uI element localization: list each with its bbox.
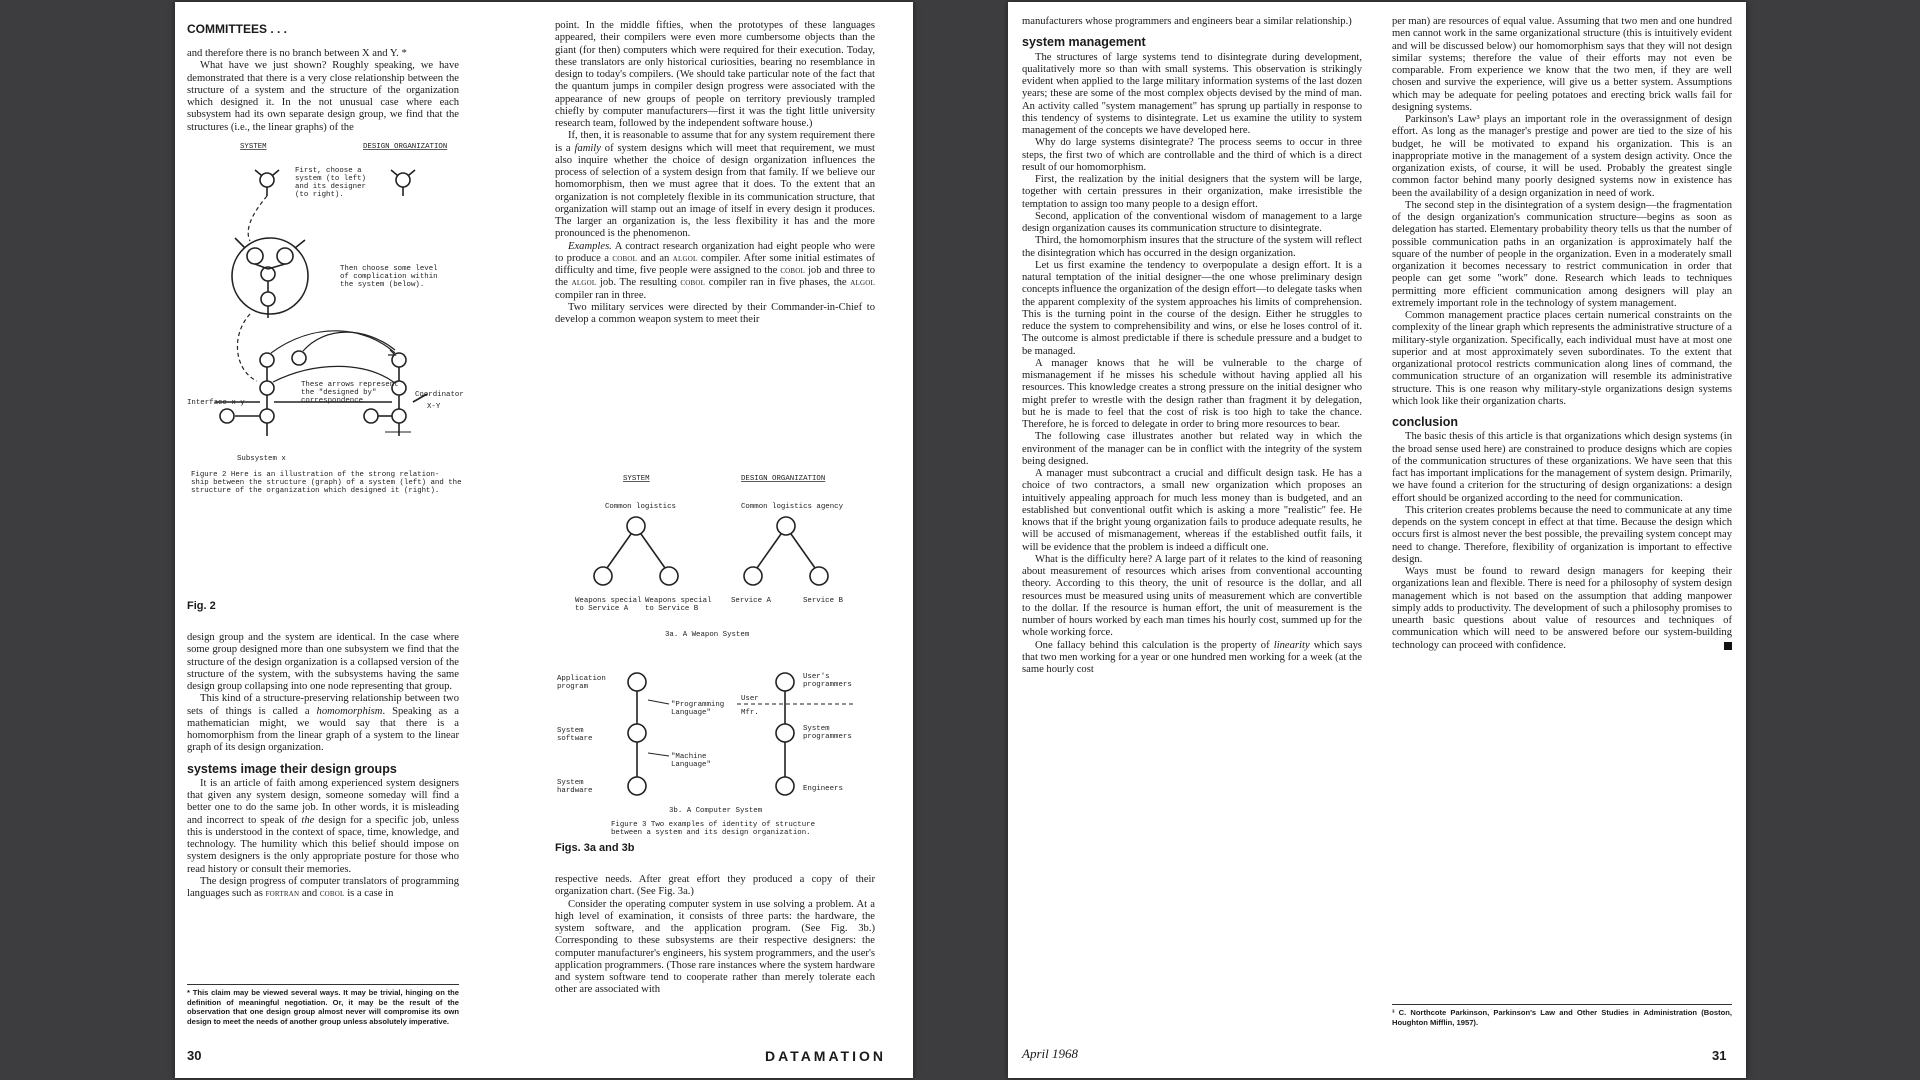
- paragraph: One fallacy behind this calculation is the property of linearity which says that two men working for a year or one hundred men working for a week (at the same hourly cost: [1022, 639, 1362, 675]
- paragraph: Third, the homomorphism insures that the structure of the system will reflect the disintegration which has occurred in the design organization.: [1022, 235, 1362, 259]
- paragraph: Ways must be found to reward design managers for keeping their organizations lean and flexible. There is need for a philosophy of system design management which is not based on the assumption that adding manpower simply adds to productivity. The development of such a philosophy promises to unearth basic questions about value of resources and techniques of communication which will need to be answered before our system-building technology can proceed with confidence.: [1392, 566, 1732, 651]
- paragraph: Parkinson's Law³ plays an important role in the overassignment of design effort. As long as the manager's prestige and power are tied to the size of his budget, he will be motivated to expand his organization. This is an inappropriate motive in the management of a system design activity. Once the organization exists, of course, it will be used. Probably the greatest single common factor behind many poorly designed systems now in existence has been the availability of a design organization in need of work.: [1392, 114, 1732, 199]
- fig3a-common-logistics: Common logistics: [605, 503, 676, 511]
- fig3b-user-programmers: User's programmers: [803, 673, 852, 689]
- fig2-note-3: These arrows represent the "designed by" correspondence: [301, 381, 399, 405]
- fig3b-machine-language: "Machine Language": [671, 753, 711, 769]
- fig3b-engineers: Engineers: [803, 785, 843, 793]
- page-number: 30: [187, 1048, 202, 1063]
- fig3a-service-b: Service B: [803, 597, 843, 605]
- paragraph: Common management practice places certain numerical constraints on the complexity of the linear graph which represents the administrative structure of a military-style organization. Specifically, each individual must have at most one superior and at most approximately seven subordinates. To the extent that organizational protocol restricts communication along lines of command, the communication structure of an organization will resemble its administrative structure. This is one reason why military-style organizations design systems which look like their organization charts.: [1392, 310, 1732, 407]
- fig3a-weapons-b: Weapons special to Service B: [645, 597, 712, 613]
- paragraph: The design progress of computer translators of programming languages such as fortran and cobol is a case in: [187, 875, 459, 899]
- paragraph: Why do large systems disintegrate? The process seems to occur in three steps, the first two of which are controllable and the third of which is a direct result of our homomorphism.: [1022, 137, 1362, 173]
- fig3b-user-label: User: [741, 695, 759, 703]
- paragraph: Two military services were directed by their Commander-in-Chief to develop a common weapon system to meet their: [555, 301, 875, 325]
- figure-3-diagram: [545, 468, 885, 840]
- footnote: ³ C. Northcote Parkinson, Parkinson's Law and Other Studies in Administration (Boston, Houghton Mifflin, 1957).: [1392, 1008, 1732, 1027]
- section-header: COMMITTEES . . .: [187, 22, 288, 36]
- paragraph: It is an article of faith among experienced system designers that given any system design, someone someday will find a better one to do the same job. In other words, it is misleading and incorrect to speak of the design for a specific job, unless this is understood in the context of space, time, knowledge, and technology. The humility which this belief should impose on system designers is the only appropriate posture for those who read history or consult their memories.: [187, 777, 459, 875]
- fig3b-system-programmers: System programmers: [803, 725, 852, 741]
- footnote-rule: [187, 984, 459, 985]
- right-column-2: [1392, 16, 1732, 652]
- paragraph: The following case illustrates another but related way in which the environment of the manager can be in conflict with the integrity of the system being designed.: [1022, 431, 1362, 467]
- fig3b-mfr-label: Mfr.: [741, 709, 759, 717]
- fig-3-label: Figs. 3a and 3b: [555, 842, 635, 854]
- fig2-header-system: SYSTEM: [240, 143, 267, 151]
- paragraph: point. In the middle fifties, when the prototypes of these languages appeared, their compilers were even more cumbersome objects than the giant (for then) computers which were required for their execution. Today, these translators are only historical curiosities, bearing no resemblance in design to today's compilers. (We should take particular note of the fact that the quantum jumps in compiler design progress were associated with the appearance of new groups of people on territory previously trampled chiefly by computer manufacturers—first it was the tight little university research team, followed by the independent software house.): [555, 20, 875, 129]
- fig-2-label: Fig. 2: [187, 600, 216, 612]
- section-heading: systems image their design groups: [187, 761, 397, 776]
- left-column-1-lower: [187, 632, 459, 900]
- paragraph: Let us first examine the tendency to overpopulate a design effort. It is a natural temptation of the initial designer—the one whose preliminary design concepts influence the organization of the design effort—to delegate tasks when the apparent complexity of the system approaches his limits of comprehension. This is the turning point in the course of the design. Either he struggles to reduce the system to comprehensibility and wins, or else he loses control of it. The outcome is almost predictable if there is schedule pressure and a budget to be managed.: [1022, 259, 1362, 357]
- paragraph: What have we just shown? Roughly speaking, we have demonstrated that there is a very close relationship between the structure of a system and the structure of the organization which designed it. In the not unusual case where each subsystem had its own separate design group, we find that the structures (i.e., the linear graphs) of the: [187, 60, 459, 133]
- paragraph: This kind of a structure-preserving relationship between two sets of things is called a homomorphism. Speaking as a mathematician might, we would say that there is a homomorphism from the linear graph of a system to the linear graph of its design organization.: [187, 693, 459, 754]
- right-column-1: [1022, 16, 1362, 676]
- paragraph: The structures of large systems tend to disintegrate during development, qualitatively more so than with small systems. This observation is strikingly evident when applied to the large military information systems of the last dozen years; these are some of the most complex objects devised by the mind of man. An activity called "system management" has sprung up partially in response to this tendency of systems to disintegrate. Let us examine the utility to system management of the concepts we have developed here.: [1022, 51, 1362, 136]
- fig2-note-1: First, choose a system (to left) and its designer (to right).: [295, 167, 366, 199]
- left-page: [175, 2, 913, 1078]
- paragraph: Second, application of the conventional wisdom of management to a large design organization causes its communication structure to disintegrate.: [1022, 210, 1362, 234]
- paragraph: per man) are resources of equal value. Assuming that two men and one hundred men cannot work in the same organizational structure (this is intuitively evident and will be discussed below) our homomorphism says that they will not design similar systems; therefore the value of their efforts may not even be comparable. From experience we know that the two men, if they are well chosen and survive the experience, will give us a better system. Assumptions which may be adequate for peeling potatoes and erecting brick walls fail for designing systems.: [1392, 16, 1732, 113]
- fig3a-weapons-a: Weapons special to Service A: [575, 597, 642, 613]
- section-heading: conclusion: [1392, 415, 1458, 429]
- fig3a-common-agency: Common logistics agency: [741, 503, 844, 511]
- paragraph: Consider the operating computer system in use solving a problem. At a high level of examination, it consists of three parts: the hardware, the system software, and the application program. (See Fig. 3b.) Corresponding to these subsystems are their respective designers: the computer manufacturer's engineers, his system programmers, and the user's application programmers. (Those rare instances where the system hardware and system software tend to cooperate rather than merely tolerate each other are associated with: [555, 898, 875, 996]
- paragraph: If, then, it is reasonable to assume that for any system requirement there is a family of system designs which will meet that requirement, we must also inquire whether the choice of design organization influences the process of selection of a system design from that family. If we believe our homomorphism, then we must agree that it does. To the extent that an organization is not completely flexible in its communication structure, that organization will stamp out an image of itself in every design it produces. The larger an organization is, the less flexibility it has and the more pronounced is the phenomenon.: [555, 130, 875, 240]
- left-column-2: [555, 20, 875, 326]
- paragraph: This criterion creates problems because the need to communicate at any time depends on the system concept in effect at that time. Because the design which occurs first is almost never the best possible, the prevailing system concept may need to change. Therefore, flexibility of organization is important to effective design.: [1392, 504, 1732, 565]
- journal-name: DATAMATION: [765, 1048, 886, 1064]
- paragraph: A manager knows that he will be vulnerable to the charge of mismanagement if he misses his schedule without having applied all his resources. This knowledge creates a strong pressure on the initial designer who might prefer to wrestle with the design rather than fragment it by delegation, but he is made to feel that the cost of risk is too high to take the chance. Therefore, he is forced to delegate in order to bring more resources to bear.: [1022, 357, 1362, 430]
- fig2-note-2: Then choose some level of complication within the system (below).: [340, 265, 438, 289]
- end-mark-icon: [1724, 642, 1732, 650]
- paragraph: The basic thesis of this article is that organizations which design systems (in the broad sense used here) are constrained to produce designs which are copies of the communication structures of these organizations. We have seen that this fact has important implications for the management of system design. Primarily, we have found a criterion for the structuring of design organizations: a design effort should be organized according to the need for communication.: [1392, 431, 1732, 504]
- paragraph: A manager must subcontract a crucial and difficult design task. He has a choice of two contractors, a small new organization which proposes an intuitively appealing approach for much less money than is budgeted, and an established but conventional outfit which is asking a more "realistic" fee. He knows that if the bright young organization fails to produce adequate results, he will be accused of mismanagement, whereas if the established outfit fails, it will be evidence that the problem is indeed a difficult one.: [1022, 468, 1362, 553]
- paragraph: The second step in the disintegration of a system design—the fragmentation of the design organization's communication structure—begins as soon as delegation has started. Elementary probability theory tells us that the number of possible communication paths in an organization is approximately half the square of the number of people in the organization. Even in a moderately small organization it becomes necessary to restrict communication in order that people can get some "work" done. Research which leads to techniques permitting more efficient communication among designers will play an extremely important role in the technology of system management.: [1392, 199, 1732, 309]
- section-heading: system management: [1022, 35, 1146, 50]
- fig2-interface-label: Interface x-y: [187, 399, 245, 407]
- fig3b-system-hardware: System hardware: [557, 779, 593, 795]
- right-page: [1008, 2, 1746, 1078]
- fig3a-service-a: Service A: [731, 597, 771, 605]
- fig2-header-design: DESIGN ORGANIZATION: [363, 143, 448, 151]
- fig2-subsystem-label: Subsystem x: [237, 455, 286, 463]
- fig3b-application: Application program: [557, 675, 606, 691]
- figure-2-diagram: [175, 136, 475, 494]
- paragraph: Examples. A contract research organization had eight people who were to produce a cobol and an algol compiler. After some initial estimates of difficulty and time, five people were assigned to the cobol job and three to the algol job. The resulting cobol compiler ran in five phases, the algol compiler ran in three.: [555, 240, 876, 301]
- fig3b-caption: 3b. A Computer System: [669, 807, 763, 815]
- fig3b-system-software: System software: [557, 727, 593, 743]
- fig2-coordinator-label: Coordinator X-Y: [415, 391, 464, 411]
- left-column-2-lower: [555, 874, 875, 997]
- fig3-header-system: SYSTEM: [623, 475, 650, 483]
- footnote: * This claim may be viewed several ways. It may be trivial, hinging on the definition of meaningful negotiation. Or, it may be the result of the observation that one design group almost never will compromise its own design to meet the needs of another group unless absolutely imperative.: [187, 988, 459, 1026]
- left-column-1: [187, 48, 459, 134]
- paragraph: respective needs. After great effort they produced a copy of their organization chart. (See Fig. 3a.): [555, 874, 875, 898]
- fig3-header-design: DESIGN ORGANIZATION: [741, 475, 826, 483]
- page-number: 31: [1712, 1048, 1727, 1063]
- fig3b-programming-language: "Programming Language": [671, 701, 725, 717]
- paragraph: design group and the system are identical. In the case where some group designed more than one subsystem we find that the structure of the design organization is a collapsed version of the structure of the system, with the subsystems having the same design group collapsing into one node representing that group.: [187, 632, 459, 692]
- paragraph: and therefore there is no branch between X and Y. *: [187, 48, 407, 59]
- paragraph: What is the difficulty here? A large part of it relates to the kind of reasoning about measurement of resources which arises from conventional accounting theory. According to this theory, the unit of resource is the dollar, and all resources must be measured using units of measurement which are convertible to the dollar. If the resource is human effort, the unit of measurement is the number of hours worked by each man times his hourly cost, summed up for the whole working force.: [1022, 553, 1362, 639]
- paragraph: manufacturers whose programmers and engineers bear a similar relationship.): [1022, 16, 1352, 27]
- footnote-rule: [1392, 1004, 1732, 1005]
- issue-date: April 1968: [1022, 1046, 1078, 1061]
- paragraph: First, the realization by the initial designers that the system will be large, together with certain pressures in their organization, make irresistible the temptation to assign too many people to a design effort.: [1022, 174, 1362, 210]
- fig3-caption: Figure 3 Two examples of identity of structure between a system and its design organization.: [611, 821, 816, 837]
- fig2-caption: Figure 2 Here is an illustration of the strong relation- ship between the structure (graph) of a system (left) and the structure of the organization which designed it (right).: [191, 471, 462, 494]
- fig3a-caption: 3a. A Weapon System: [665, 631, 750, 639]
